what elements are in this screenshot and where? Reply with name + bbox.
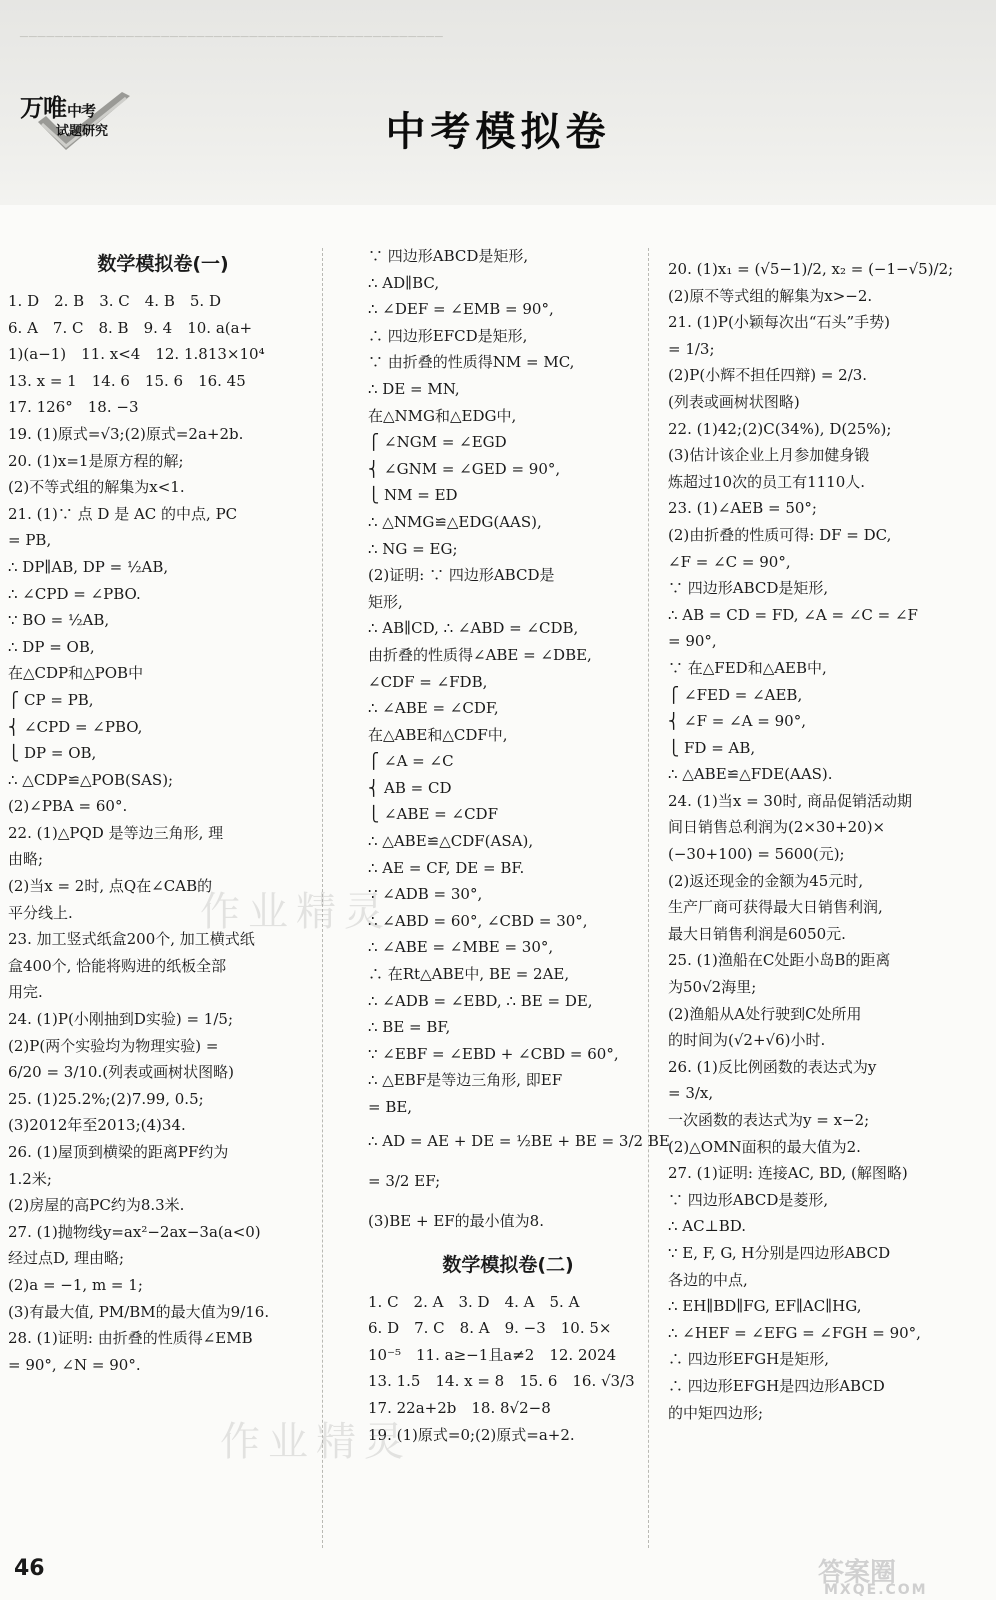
answer-lines-fraction	[368, 1121, 670, 1201]
answer-line: 1.2米;	[8, 1169, 52, 1188]
answer-line: (2)△OMN面积的最大值为2.	[668, 1137, 861, 1156]
answer-line: ∴ NG = EG;	[368, 539, 458, 558]
answer-line: (2)P(两个实验均为物理实验) =	[8, 1036, 219, 1055]
answer-column-1	[8, 240, 318, 1378]
answer-line: ∴ ∠ABD = 60°, ∠CBD = 30°,	[368, 911, 588, 930]
answer-line: 矩形,	[368, 592, 403, 611]
answer-lines	[8, 288, 318, 1378]
answer-line: 17. 22a+2b 18. 8√2−8	[368, 1398, 551, 1417]
answer-line: ∴ AD∥BC,	[368, 273, 440, 292]
answer-line: 26. (1)反比例函数的表达式为y	[668, 1057, 877, 1076]
answer-line: ⎨ ∠CPD = ∠PBO,	[8, 717, 143, 736]
answer-line: ∴ ∠ABE = ∠CDF,	[368, 699, 499, 718]
answer-line: ∴ DE = MN,	[368, 379, 460, 398]
answer-line: ∴ 四边形EFCD是矩形,	[368, 326, 528, 345]
answer-line: ⎧ ∠NGM = ∠EGD	[368, 433, 507, 452]
answer-line: 13. 1.5 14. x = 8 15. 6 16. √3/3	[368, 1372, 635, 1391]
answer-line: 由折叠的性质得∠ABE = ∠DBE,	[368, 645, 592, 664]
answer-line: ⎩ FD = AB,	[668, 738, 756, 757]
answer-line: ∵ 四边形ABCD是菱形,	[668, 1190, 829, 1209]
answer-line: 间日销售总利润为(2×30+20)×	[668, 818, 886, 837]
answer-line: 1. C 2. A 3. D 4. A 5. A	[368, 1292, 580, 1311]
answer-line: ∵ E, F, G, H分别是四边形ABCD	[668, 1243, 891, 1262]
answer-line: 在△CDP和△POB中	[8, 664, 144, 683]
answer-line: 在△ABE和△CDF中,	[368, 725, 508, 744]
answer-line: 24. (1)P(小刚抽到D实验) = 1/5;	[8, 1010, 233, 1029]
answer-line: 27. (1)证明: 连接AC, BD, (解图略)	[668, 1164, 908, 1183]
answer-line: ∵ 在△FED和△AEB中,	[668, 658, 827, 677]
answer-line: (2)原不等式组的解集为x>−2.	[668, 286, 873, 305]
answer-line: ⎨ ∠GNM = ∠GED = 90°,	[368, 459, 561, 478]
answer-line: ∴ AD = AE + DE = ½BE + BE = 3/2 BE	[368, 1131, 670, 1150]
answer-line: (3)2012年至2013;(4)34.	[8, 1116, 186, 1135]
answer-line: ∴ ∠ADB = ∠EBD, ∴ BE = DE,	[368, 991, 593, 1010]
answer-line: ∴ AB = CD = FD, ∠A = ∠C = ∠F	[668, 605, 918, 624]
answer-line: 27. (1)抛物线y=ax²−2ax−3a(a<0)	[8, 1222, 261, 1241]
answer-line: 25. (1)25.2%;(2)7.99, 0.5;	[8, 1089, 204, 1108]
answer-line: ∵ 四边形ABCD是矩形,	[368, 247, 529, 265]
answer-line: ∵ 四边形ABCD是矩形,	[668, 579, 829, 598]
answer-line: (2)证明: ∵ 四边形ABCD是	[368, 566, 555, 585]
answer-line: ∴ ∠DEF = ∠EMB = 90°,	[368, 300, 554, 319]
answer-line: 20. (1)x=1是原方程的解;	[8, 451, 184, 470]
answer-line: ∴ 四边形EFGH是四边形ABCD	[668, 1376, 885, 1395]
answer-line: (2)∠PBA = 60°.	[8, 797, 128, 816]
answer-line: ∴ 四边形EFGH是矩形,	[668, 1350, 829, 1369]
answer-line: ∴ △CDP≌△POB(SAS);	[8, 770, 174, 789]
answer-lines	[368, 243, 648, 1121]
answer-line: (−30+100) = 5600(元);	[668, 845, 845, 864]
answer-line: ∴ ∠CPD = ∠PBO.	[8, 584, 141, 603]
answer-lines	[368, 1201, 648, 1241]
answer-line: = BE,	[368, 1098, 413, 1116]
answer-column-3	[668, 256, 990, 1426]
section-heading: 数学模拟卷(一)	[97, 253, 229, 275]
answer-line: ∴ ∠ABE = ∠MBE = 30°,	[368, 938, 554, 957]
answer-line: 平分线上.	[8, 903, 73, 922]
answer-line: ⎨ ∠F = ∠A = 90°,	[668, 712, 806, 731]
answer-line: ∵ 由折叠的性质得NM = MC,	[368, 353, 575, 372]
answer-line: ∴ △NMG≌△EDG(AAS),	[368, 512, 542, 531]
answer-line: 17. 126° 18. −3	[8, 398, 139, 417]
answer-line: 20. (1)x₁ = (√5−1)/2, x₂ = (−1−√5)/2;	[668, 260, 954, 278]
answer-line: ∠F = ∠C = 90°,	[668, 552, 791, 571]
answer-line: ⎧ ∠A = ∠C	[368, 752, 454, 771]
answer-line: 23. 加工竖式纸盒200个, 加工横式纸	[8, 930, 255, 949]
answer-lines	[668, 256, 990, 1426]
answer-line: (2)a = −1, m = 1;	[8, 1275, 143, 1294]
answer-line: ∴ AC⊥BD.	[668, 1217, 747, 1236]
answer-line: ∴ ∠HEF = ∠EFG = ∠FGH = 90°,	[668, 1323, 921, 1342]
answer-line: = 90°, ∠N = 90°.	[8, 1355, 141, 1374]
answer-line: ∵ ∠ADB = 30°,	[368, 885, 483, 904]
answer-line: 21. (1)∵ 点 D 是 AC 的中点, PC	[8, 504, 238, 523]
answer-line: ∴ △EBF是等边三角形, 即EF	[368, 1071, 563, 1090]
answer-line: ∴ △ABE≌△FDE(AAS).	[668, 765, 833, 784]
site-watermark: 答案圈	[818, 1558, 897, 1588]
answer-line: ⎧ CP = PB,	[8, 690, 94, 709]
answer-line: ⎨ AB = CD	[368, 778, 452, 797]
answer-line: ∴ EH∥BD∥FG, EF∥AC∥HG,	[668, 1297, 862, 1316]
answer-line: (3)估计该企业上月参加健身锻	[668, 446, 870, 465]
answer-line: 21. (1)P(小颖每次出“石头”手势)	[668, 313, 891, 332]
page-number: 46	[14, 1556, 45, 1581]
answer-line: ∵ ∠EBF = ∠EBD + ∠CBD = 60°,	[368, 1044, 619, 1063]
answer-line: (3)有最大值, PM/BM的最大值为9/16.	[8, 1302, 270, 1321]
answer-column-2	[368, 243, 670, 1448]
answer-line: 一次函数的表达式为y = x−2;	[668, 1111, 870, 1129]
answer-line: (2)渔船从A处行驶到C处所用	[668, 1004, 862, 1023]
answer-line: 25. (1)渔船在C处距小岛B的距离	[668, 951, 891, 970]
logo-text: 万唯中考	[20, 94, 96, 122]
answer-line: 1. D 2. B 3. C 4. B 5. D	[8, 292, 221, 310]
answer-line: ∠CDF = ∠FDB,	[368, 672, 488, 691]
watermark-stamp: 作业精灵	[220, 1419, 412, 1465]
answer-line: 炼超过10次的员工有1110人.	[668, 472, 866, 491]
answer-line: 1)(a−1) 11. x<4 12. 1.813×10⁴	[8, 345, 265, 364]
answer-line: ∴ 在Rt△ABE中, BE = 2AE,	[368, 965, 570, 984]
answer-line: 各边的中点,	[668, 1270, 748, 1289]
answer-line: 在△NMG和△EDG中,	[368, 406, 517, 425]
answer-line: 22. (1)△PQD 是等边三角形, 理	[8, 823, 224, 842]
answer-line: ∵ BO = ½AB,	[8, 611, 110, 630]
answer-line: 22. (1)42;(2)C(34%), D(25%);	[668, 419, 892, 438]
answer-line: = PB,	[8, 531, 52, 550]
answer-line: 19. (1)原式=√3;(2)原式=2a+2b.	[8, 424, 244, 443]
answer-line: (2)当x = 2时, 点Q在∠CAB的	[8, 877, 213, 896]
answer-line: 13. x = 1 14. 6 15. 6 16. 45	[8, 371, 246, 390]
section-heading: 数学模拟卷(二)	[442, 1253, 574, 1276]
answer-line: ⎩ DP = OB,	[8, 744, 97, 763]
answer-line: 6. A 7. C 8. B 9. 4 10. a(a+	[8, 318, 253, 337]
answer-line: ∴ AB∥CD, ∴ ∠ABD = ∠CDB,	[368, 619, 579, 638]
answer-line: 为50√2海里;	[668, 978, 757, 997]
page-header	[0, 0, 996, 205]
logo-subtitle: 试题研究	[56, 124, 109, 139]
answer-line: ∴ DP = OB,	[8, 637, 95, 656]
site-watermark-url: MXQE.COM	[824, 1582, 928, 1598]
answer-line: = 3/x,	[668, 1084, 714, 1103]
answer-line: = 90°,	[668, 632, 717, 651]
answer-line: = 3/2 EF;	[368, 1171, 441, 1190]
answer-line: 10⁻⁵ 11. a≥−1且a≠2 12. 2024	[368, 1345, 617, 1364]
answer-line: 19. (1)原式=0;(2)原式=a+2.	[368, 1425, 575, 1444]
answer-line: 盒400个, 恰能将购进的纸板全部	[8, 956, 227, 975]
answer-line: 6/20 = 3/10.(列表或画树状图略)	[8, 1063, 234, 1082]
answer-line: (2)房屋的高PC约为8.3米.	[8, 1196, 185, 1215]
answer-line: (2)由折叠的性质可得: DF = DC,	[668, 525, 892, 544]
page-title: 中考模拟卷	[385, 109, 611, 155]
watermark-stamp: 作业精灵	[200, 889, 392, 935]
answer-line: 生产厂商可获得最大日销售利润,	[668, 898, 883, 917]
answer-line: (列表或画树状图略)	[668, 392, 800, 411]
answer-line: 26. (1)屋顶到横梁的距离PF约为	[8, 1143, 229, 1161]
answer-line: 6. D 7. C 8. A 9. −3 10. 5×	[368, 1319, 612, 1338]
answer-line: 23. (1)∠AEB = 50°;	[668, 499, 817, 518]
answer-line: (2)不等式组的解集为x<1.	[8, 478, 185, 497]
answer-line: 28. (1)证明: 由折叠的性质得∠EMB	[8, 1329, 253, 1348]
answer-line: (2)P(小辉不担任四辩) = 2/3.	[668, 366, 868, 385]
answer-line: 的时间为(√2+√6)小时.	[668, 1031, 826, 1050]
answer-line: 最大日销售利润是6050元.	[668, 924, 846, 943]
answer-line: ⎧ ∠FED = ∠AEB,	[668, 685, 803, 704]
answer-line: ∴ △ABE≌△CDF(ASA),	[368, 832, 534, 851]
bleed-through-text: ────────────────────────────────────────────────	[20, 30, 444, 45]
answer-line: 经过点D, 理由略;	[8, 1249, 125, 1268]
answer-line: = 1/3;	[668, 339, 715, 358]
answer-line: ∴ AE = CF, DE = BF.	[368, 858, 525, 877]
answer-line: (3)BE + EF的最小值为8.	[368, 1211, 544, 1230]
answer-line: 24. (1)当x = 30时, 商品促销活动期	[668, 791, 913, 810]
answer-line: ∴ DP∥AB, DP = ½AB,	[8, 557, 169, 576]
answer-line: ⎩ ∠ABE = ∠CDF	[368, 805, 498, 824]
answer-line: (2)返还现金的金额为45元时,	[668, 871, 864, 890]
answer-line: 由略;	[8, 850, 44, 869]
answer-line: ⎩ NM = ED	[368, 486, 458, 505]
answer-line: 用完.	[8, 983, 43, 1002]
answer-line: ∴ BE = BF,	[368, 1018, 451, 1037]
column-divider	[648, 248, 649, 1548]
answer-line: 的中矩四边形;	[668, 1403, 764, 1422]
